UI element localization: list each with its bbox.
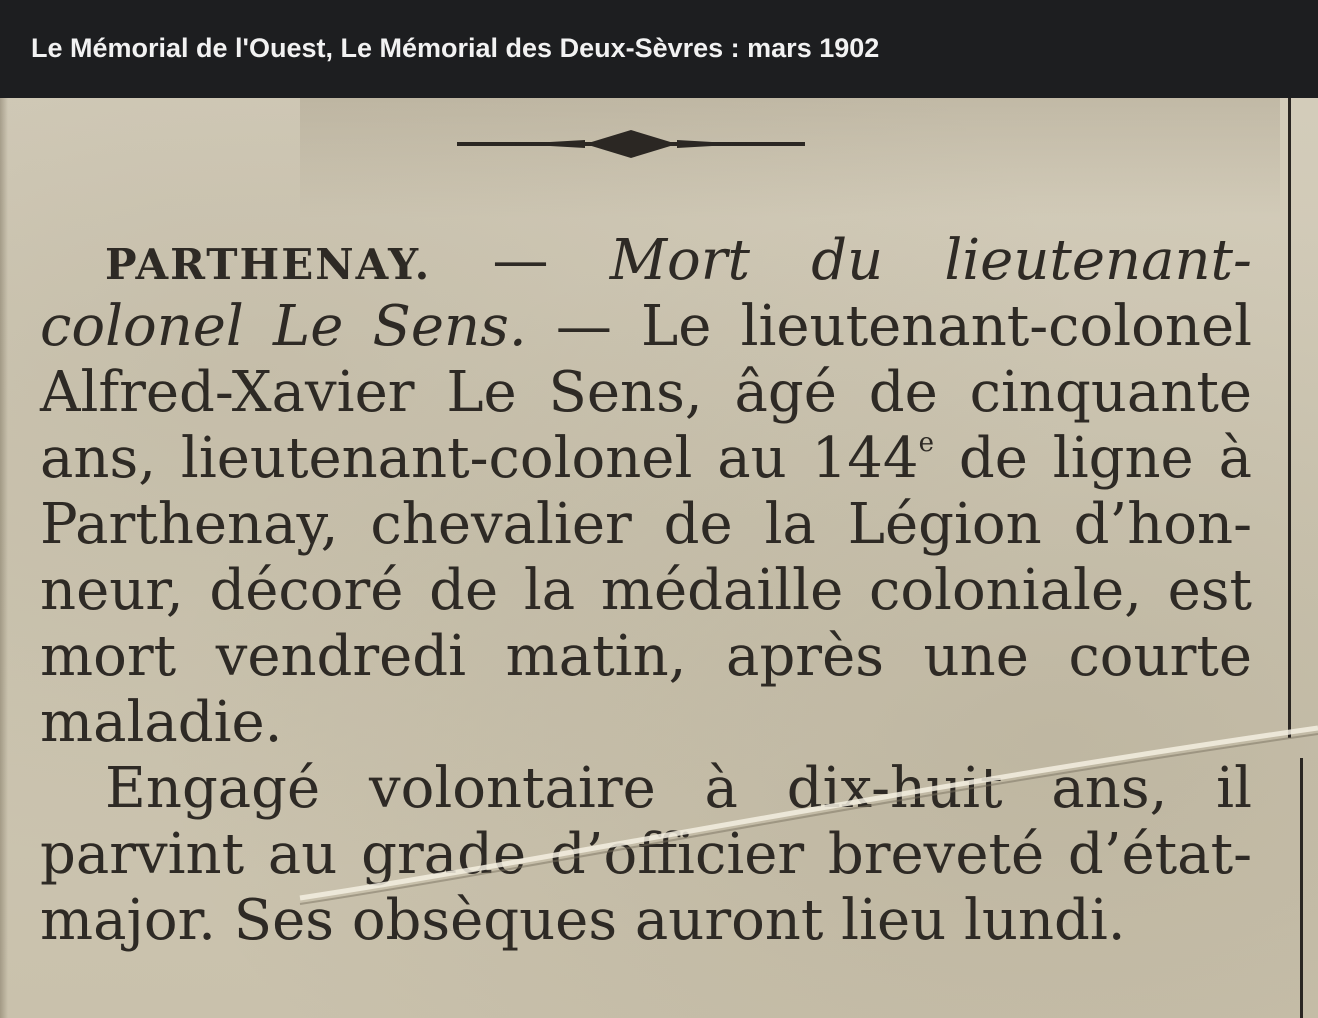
page-title: Le Mémorial de l'Ouest, Le Mémorial des Deux-Sèvres : mars 1902 <box>31 33 880 63</box>
article-line-9: Engagé volontaire à dix-huit ans, il <box>105 756 1252 821</box>
article-line-3: Alfred-Xavier Le Sens, âgé de cinquante <box>40 360 1252 425</box>
column-rule-lower <box>1300 758 1303 1018</box>
newspaper-scan <box>0 98 1318 1018</box>
title-bar <box>0 0 1318 98</box>
dash: — <box>492 228 549 293</box>
line-4-a: ans, lieutenant-colonel au 144 <box>40 426 919 491</box>
article-line-2 <box>40 294 1252 360</box>
headline-part-2: colonel Le Sens. <box>40 294 527 359</box>
article-line-10: parvint au grade d’officier breveté d’état- <box>40 822 1252 887</box>
dash: — <box>555 294 612 359</box>
article-line-1 <box>40 228 1252 294</box>
page-edge-shadow <box>0 98 8 1018</box>
article-line-8: maladie. <box>40 690 283 755</box>
headline-part-1: Mort du lieutenant- <box>609 228 1252 293</box>
line-2-rest: Le lieutenant-colonel <box>641 294 1253 359</box>
article-body <box>40 228 1252 954</box>
article-line-6: neur, décoré de la médaille coloniale, est <box>40 558 1252 623</box>
column-rule <box>1288 98 1291 738</box>
line-4-b: de ligne à <box>933 426 1252 491</box>
ordinal-superscript: e <box>918 428 934 458</box>
ornament-divider-icon <box>455 122 807 166</box>
article-line-4 <box>40 426 1252 492</box>
dateline: PARTHENAY. <box>105 240 432 289</box>
article-line-7: mort vendredi matin, après une courte <box>40 624 1252 689</box>
article-line-11: major. Ses obsèques auront lieu lundi. <box>40 888 1126 953</box>
article-line-5: Parthenay, chevalier de la Légion d’hon- <box>40 492 1252 557</box>
